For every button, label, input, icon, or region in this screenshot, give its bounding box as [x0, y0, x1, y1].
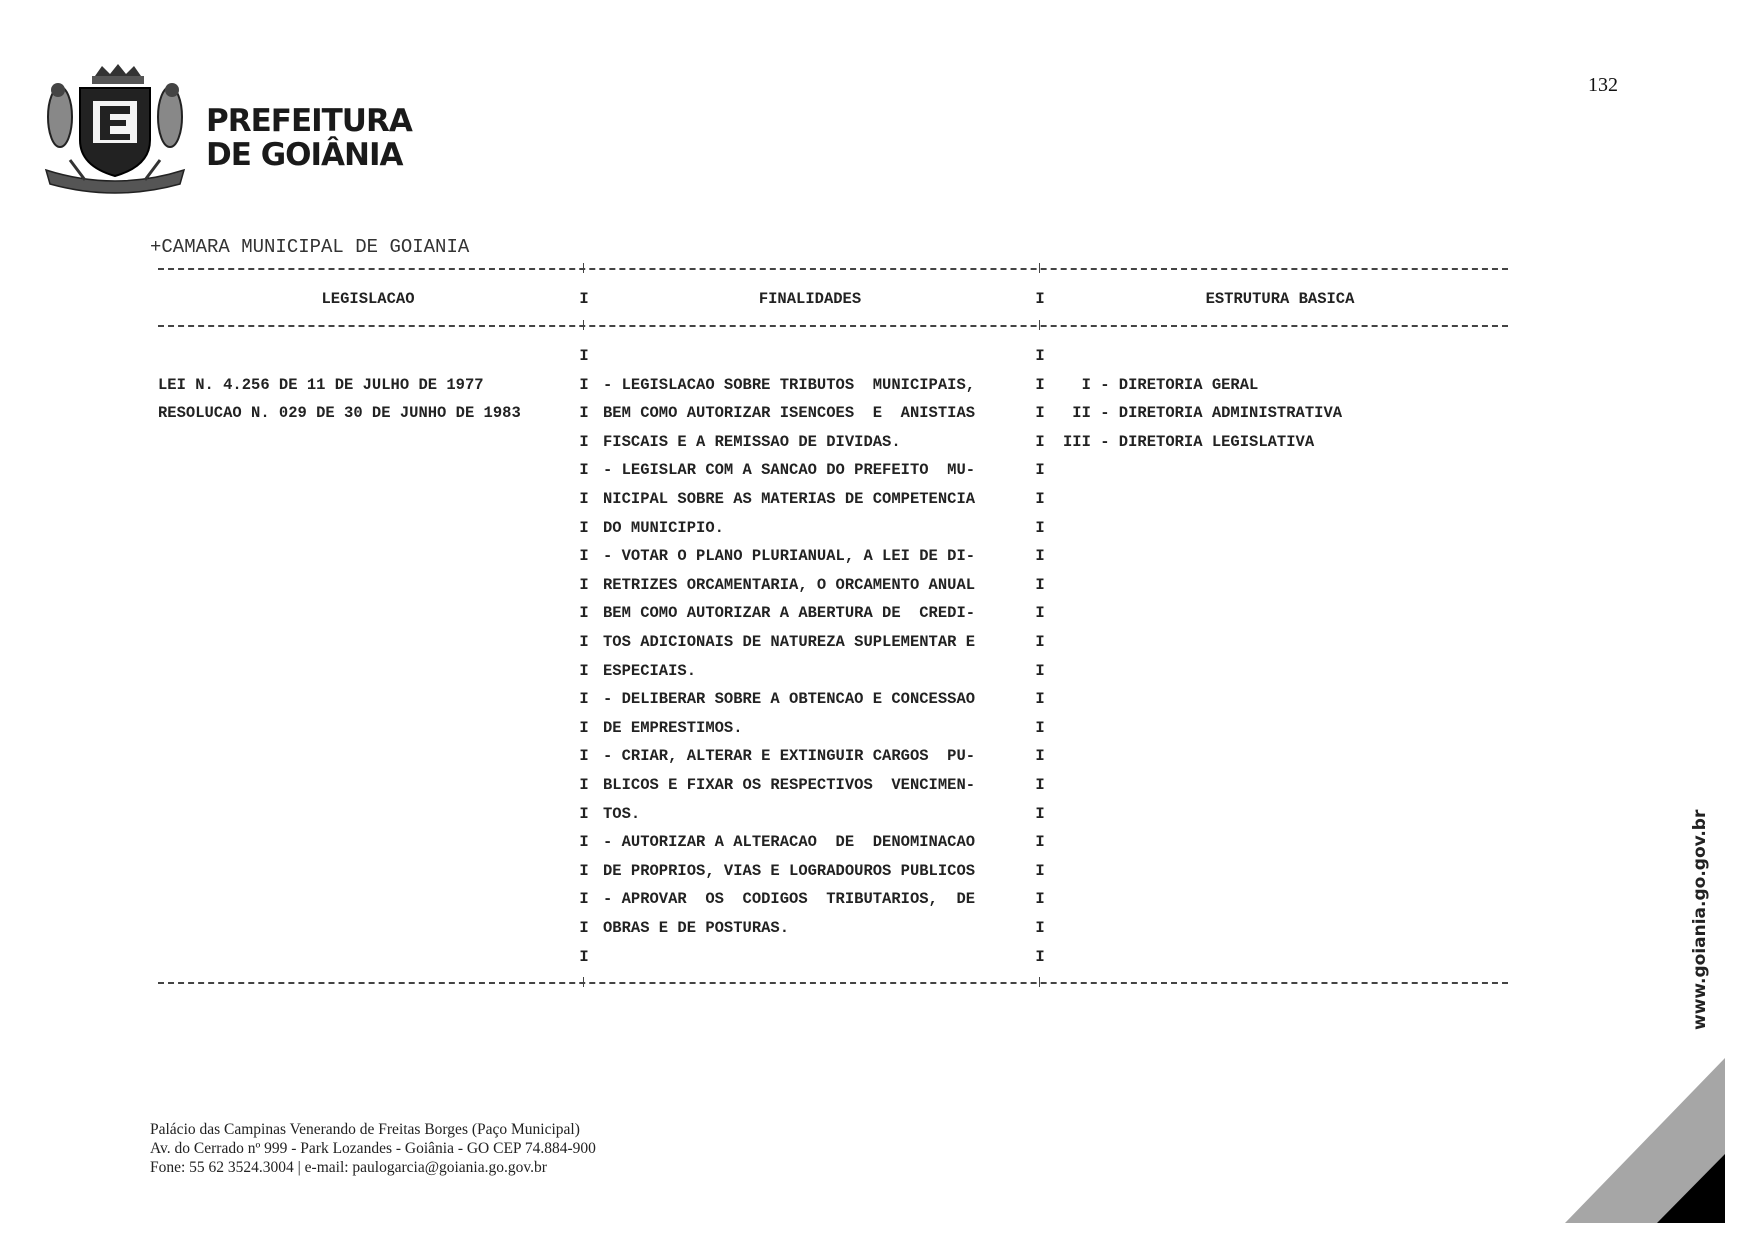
rule-junction	[583, 320, 584, 330]
column-separator: I	[1035, 433, 1045, 451]
footer-line-2: Av. do Cerrado nº 999 - Park Lozandes - Goiânia - GO CEP 74.884-900	[150, 1140, 596, 1157]
column-separator: I	[579, 633, 589, 651]
column-separator: I	[1035, 776, 1045, 794]
estrutura-item: III - DIRETORIA LEGISLATIVA	[1063, 433, 1315, 451]
legislacao-item: RESOLUCAO N. 029 DE 30 DE JUNHO DE 1983	[158, 404, 521, 422]
finalidade-line: - APROVAR OS CODIGOS TRIBUTARIOS, DE	[603, 890, 976, 908]
column-separator: I	[1035, 404, 1045, 422]
column-separator: I	[1035, 805, 1045, 823]
finalidade-line: FISCAIS E A REMISSAO DE DIVIDAS.	[603, 433, 901, 451]
column-separator: I	[1035, 576, 1045, 594]
column-separator: I	[579, 461, 589, 479]
brand-line-2: DE GOIÂNIA	[206, 137, 403, 173]
column-separator: I	[1035, 290, 1045, 308]
finalidade-line: TOS ADICIONAIS DE NATUREZA SUPLEMENTAR E	[603, 633, 976, 651]
column-separator: I	[1035, 862, 1045, 880]
column-separator: I	[1035, 633, 1045, 651]
column-separator: I	[579, 576, 589, 594]
finalidade-line: RETRIZES ORCAMENTARIA, O ORCAMENTO ANUAL	[603, 576, 976, 594]
finalidade-line: - CRIAR, ALTERAR E EXTINGUIR CARGOS PU-	[603, 747, 976, 765]
rule-junction	[583, 263, 584, 273]
column-separator: I	[579, 547, 589, 565]
column-separator: I	[1035, 662, 1045, 680]
finalidade-line: BEM COMO AUTORIZAR ISENCOES E ANISTIAS	[603, 404, 976, 422]
column-separator: I	[579, 805, 589, 823]
column-separator: I	[579, 347, 589, 365]
estrutura-item: II - DIRETORIA ADMINISTRATIVA	[1063, 404, 1343, 422]
column-separator: I	[1035, 461, 1045, 479]
header-bottom-rule	[158, 325, 1508, 327]
rule-junction	[1039, 263, 1040, 273]
rule-junction	[1039, 320, 1040, 330]
column-separator: I	[579, 919, 589, 937]
column-separator: I	[1035, 347, 1045, 365]
column-separator: I	[1035, 747, 1045, 765]
finalidade-line: NICIPAL SOBRE AS MATERIAS DE COMPETENCIA	[603, 490, 976, 508]
column-separator: I	[1035, 690, 1045, 708]
column-separator: I	[579, 833, 589, 851]
column-separator: I	[579, 433, 589, 451]
column-separator: I	[579, 890, 589, 908]
column-separator: I	[579, 490, 589, 508]
finalidade-line: - AUTORIZAR A ALTERACAO DE DENOMINACAO	[603, 833, 976, 851]
finalidade-line: - DELIBERAR SOBRE A OBTENCAO E CONCESSAO	[603, 690, 976, 708]
column-separator: I	[1035, 948, 1045, 966]
column-header-estrutura: ESTRUTURA BASICA	[1205, 290, 1355, 308]
page-number: 132	[1588, 74, 1618, 96]
rule-junction	[1039, 977, 1040, 987]
finalidade-line: ESPECIAIS.	[603, 662, 697, 680]
finalidade-line: OBRAS E DE POSTURAS.	[603, 919, 790, 937]
website-url: www.goiania.go.gov.br	[1690, 809, 1710, 1030]
column-header-finalidades: FINALIDADES	[758, 290, 862, 308]
column-separator: I	[579, 290, 589, 308]
column-separator: I	[579, 690, 589, 708]
column-separator: I	[579, 948, 589, 966]
rule-junction	[583, 977, 584, 987]
column-separator: I	[1035, 519, 1045, 537]
finalidade-line: - LEGISLAR COM A SANCAO DO PREFEITO MU-	[603, 461, 976, 479]
column-separator: I	[579, 404, 589, 422]
footer-line-1: Palácio das Campinas Venerando de Freitas Borges (Paço Municipal)	[150, 1121, 580, 1138]
finalidade-line: BEM COMO AUTORIZAR A ABERTURA DE CREDI-	[603, 604, 976, 622]
finalidade-line: - VOTAR O PLANO PLURIANUAL, A LEI DE DI-	[603, 547, 976, 565]
column-separator: I	[1035, 890, 1045, 908]
estrutura-item: I - DIRETORIA GERAL	[1063, 376, 1259, 394]
column-separator: I	[1035, 719, 1045, 737]
column-separator: I	[579, 604, 589, 622]
brand-line-1: PREFEITURA	[206, 103, 412, 139]
table-bottom-rule	[158, 982, 1508, 984]
finalidade-line: - LEGISLACAO SOBRE TRIBUTOS MUNICIPAIS,	[603, 376, 976, 394]
column-separator: I	[579, 747, 589, 765]
finalidade-line: TOS.	[603, 805, 641, 823]
column-separator: I	[579, 376, 589, 394]
column-separator: I	[579, 776, 589, 794]
column-separator: I	[579, 862, 589, 880]
column-separator: I	[1035, 547, 1045, 565]
finalidade-line: DE PROPRIOS, VIAS E LOGRADOUROS PUBLICOS	[603, 862, 976, 880]
column-separator: I	[579, 519, 589, 537]
column-header-legislacao: LEGISLACAO	[321, 290, 415, 308]
legislacao-item: LEI N. 4.256 DE 11 DE JULHO DE 1977	[158, 376, 484, 394]
footer-line-3: Fone: 55 62 3524.3004 | e-mail: paulogarcia@goiania.go.gov.br	[150, 1159, 547, 1176]
column-separator: I	[1035, 376, 1045, 394]
brand-name	[206, 104, 412, 172]
column-separator: I	[579, 662, 589, 680]
table-top-rule	[158, 268, 1508, 270]
document-title: +CAMARA MUNICIPAL DE GOIANIA	[150, 236, 470, 258]
footer-address	[150, 1120, 596, 1177]
column-separator: I	[1035, 919, 1045, 937]
finalidade-line: BLICOS E FIXAR OS RESPECTIVOS VENCIMEN-	[603, 776, 976, 794]
column-separator: I	[579, 719, 589, 737]
finalidade-line: DE EMPRESTIMOS.	[603, 719, 743, 737]
corner-decoration	[1565, 1058, 1725, 1223]
column-separator: I	[1035, 833, 1045, 851]
finalidade-line: DO MUNICIPIO.	[603, 519, 724, 537]
coat-of-arms-logo	[40, 62, 190, 197]
column-separator: I	[1035, 490, 1045, 508]
column-separator: I	[1035, 604, 1045, 622]
